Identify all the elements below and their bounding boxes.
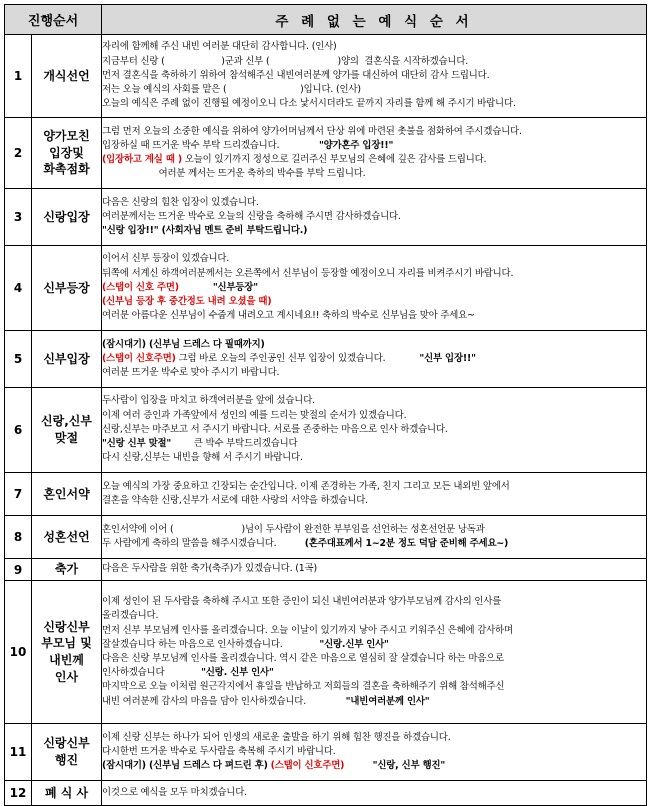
step-script [102, 118, 647, 189]
step-name [32, 246, 102, 331]
script-text: 내빈 여러분께 감사의 마음을 담아 인사하겠습니다. [102, 695, 346, 707]
step-script [102, 35, 647, 118]
script-line [102, 624, 646, 638]
script-line [102, 281, 646, 295]
script-text: 마지막으로 오늘 이처럼 원근각지에서 휴일을 반납하고 저희들의 결혼을 축하해주기 위해 참석해주신 [102, 681, 505, 693]
script-line [102, 437, 646, 451]
script-line [102, 196, 646, 210]
script-text: 두사람이 입장을 마치고 하객여러분을 앞에 섰습니다. [102, 395, 315, 407]
script-text: 다시 신랑,신부는 내빈을 향해 서 주시기 바랍니다. [102, 452, 303, 464]
script-text: 여러분께서는 뜨거운 박수로 오늘의 신랑을 축하해 주시면 감사하겠습니다. [102, 210, 401, 222]
step-number: 9 [5, 559, 32, 581]
step-name [32, 189, 102, 246]
script-line [102, 352, 646, 366]
script-line [102, 745, 646, 759]
script-line [102, 537, 646, 551]
script-line [102, 680, 646, 694]
ceremony-row [5, 35, 647, 118]
header-order: 진행순서 [5, 5, 102, 35]
step-script [102, 781, 647, 806]
cue-note: (스탭이 신호주면) [102, 352, 176, 364]
script-line [102, 652, 646, 666]
step-number: 3 [5, 189, 32, 246]
script-text: 큰 박수 부탁드리겠습니다 [171, 438, 298, 450]
announcement: "신부등장" [212, 281, 258, 293]
script-line [102, 451, 646, 465]
ceremony-row [5, 189, 647, 246]
step-name [32, 331, 102, 388]
step-name [32, 781, 102, 806]
announcement: "신랑 입장!!" (사회자님 멘트 준비 부탁드립니다.) [102, 225, 308, 237]
script-text: 여러분 아름다운 신부님이 수줍게 내려오고 계시네요!! 축하의 박수로 신부님을 맞아 주세요~ [102, 310, 475, 322]
script-text: 먼저 신부 부모님께 인사를 올리겠습니다. 오늘 이날이 있기까지 낳아 주시고 키워주신 은혜에 감사하며 [102, 624, 513, 636]
script-text: 이어서 신부 등장이 있겠습니다. [102, 253, 230, 265]
ceremony-table [4, 4, 647, 806]
announcement: (잠시대기) (신부님 드레스 다 펴드린 후) [102, 760, 268, 772]
script-text: 먼저 결혼식을 축하하기 위하여 참석해주신 내빈여러분께 양가를 대신하여 대단히 감사 드립니다. [102, 69, 490, 81]
script-line [102, 562, 646, 576]
script-text: 오늘이 있기까지 정성으로 길러주신 부모님의 은혜에 깊은 감사를 드립니다. [181, 154, 487, 165]
header-row [5, 5, 647, 35]
step-name-line: 행진 [54, 753, 79, 767]
step-script [102, 246, 647, 331]
step-name-line: 내빈께 [49, 653, 84, 667]
script-line [102, 210, 646, 224]
script-text: 그럼 바로 오늘의 주인공인 신부 입장이 있겠습니다. [175, 352, 420, 364]
step-name-line: 신랑입장 [43, 209, 90, 224]
step-name-line: 신랑신부 [43, 619, 90, 634]
script-line [102, 366, 646, 380]
step-script [102, 473, 647, 516]
step-name-line: 신랑신부 [43, 736, 90, 751]
step-name [32, 118, 102, 189]
script-line [102, 494, 646, 508]
step-script [102, 189, 647, 246]
ceremony-row [5, 724, 647, 781]
script-line [102, 267, 646, 281]
script-line [102, 595, 646, 609]
ceremony-row [5, 781, 647, 806]
script-text: 인사하겠습니다 [102, 667, 202, 679]
script-line [102, 139, 646, 153]
script-line [102, 40, 646, 54]
script-text: 그럼 먼저 오늘의 소중한 예식을 위하여 양가어머님께서 단상 위에 마련된 촛불을 점화하여 주시겠습니다. [102, 125, 522, 137]
script-text: 여러분 뜨거운 박수로 맞아 주시기 바랍니다. [102, 367, 280, 379]
script-line [102, 295, 646, 309]
announcement: "내빈여러분께 인사" [345, 695, 430, 707]
header-title: 주 례 없 는 예 식 순 서 [102, 5, 647, 35]
script-line [102, 338, 646, 352]
step-number: 1 [5, 35, 32, 118]
script-line [102, 69, 646, 83]
step-script [102, 559, 647, 581]
ceremony-row [5, 473, 647, 516]
step-script [102, 581, 647, 724]
script-line [102, 167, 646, 181]
script-line [102, 480, 646, 494]
script-text: 뒤쪽에 서계신 하객여러분께서는 오른쪽에서 신부님이 등장할 예정이오니 자리를 비켜주시기 바랍니다. [102, 267, 514, 279]
ceremony-row [5, 331, 647, 388]
step-name-line: 입장및 [49, 145, 84, 160]
script-text: 다음은 두사람을 위한 축가(축주)가 있겠습니다. (1곡) [102, 563, 317, 575]
step-name [32, 516, 102, 559]
script-line [102, 523, 646, 537]
step-name-line: 폐 식 사 [44, 785, 89, 800]
script-text: 여러분 께서는 뜨거운 축하의 박수를 부탁 드립니다. [102, 168, 366, 180]
step-script [102, 724, 647, 781]
step-number: 10 [5, 581, 32, 724]
step-script [102, 388, 647, 473]
script-text: 지금부터 신랑 ( )군과 신부 ( )양의 결혼식을 시작하겠습니다. [102, 55, 469, 67]
step-number: 2 [5, 118, 32, 189]
step-number: 7 [5, 473, 32, 516]
script-text: 저는 오늘 예식의 사회를 맡은 ( )입니다. (인사) [102, 84, 361, 96]
cue-note: (스탭이 신호 주면) [102, 281, 179, 293]
step-number: 12 [5, 781, 32, 806]
ceremony-row [5, 581, 647, 724]
announcement: "신랑.신부 인사" [319, 638, 389, 650]
step-name-line: 혼인서약 [43, 486, 90, 501]
script-line [102, 609, 646, 623]
announcement: "양가혼주 입장!!" [318, 139, 394, 151]
script-text: 혼인서약에 이어 ( )님이 두사람이 완전한 부부임을 선언하는 성혼선언문 낭독과 [102, 523, 485, 535]
step-name-line: 축가 [54, 562, 79, 577]
step-number: 8 [5, 516, 32, 559]
ceremony-row [5, 559, 647, 581]
script-line [102, 309, 646, 323]
step-name-line: 신랑,신부 [41, 414, 92, 429]
script-line [102, 83, 646, 97]
script-text: 다시한번 뜨거운 박수로 두사람을 축복해 주시기 바랍니다. [102, 745, 336, 757]
script-text: 이제 신랑 신부는 하나가 되어 인생의 새로운 출발을 하기 위해 힘찬 행진을 하겠습니다. [102, 731, 451, 743]
script-text: 오늘의 예식은 주례 없이 진행될 예정이오니 다소 낯서시더라도 끝까지 자리를 함께 해 주시기 바랍니다. [102, 98, 516, 110]
cue-note: (입장하고 계실 때 ) [102, 154, 182, 165]
script-line [102, 423, 646, 437]
announcement: "신부 입장!!" [419, 352, 476, 364]
step-name [32, 473, 102, 516]
step-name-line: 인사 [54, 669, 79, 684]
announcement: "신랑, 신부 행진" [372, 760, 446, 772]
step-number: 5 [5, 331, 32, 388]
step-name-line: 화촉점화 [43, 162, 90, 177]
script-text: 입장하실 때 뜨거운 박수 부탁 드리겠습니다. [102, 139, 319, 151]
step-number: 11 [5, 724, 32, 781]
announcement: (잠시대기) (신부님 드레스 다 필때까지) [102, 338, 265, 350]
step-name-line: 맞절 [54, 431, 79, 445]
script-text: 이제 성인이 된 두사람을 축하해 주시고 또한 증인이 되신 내빈여러분과 양가부모님께 감사의 인사를 [102, 596, 502, 608]
ceremony-row [5, 118, 647, 189]
announcement: (혼주대표께서 1~2분 정도 덕담 준비해 주세요~) [304, 538, 509, 549]
script-line [102, 55, 646, 69]
script-line [102, 409, 646, 423]
step-script [102, 331, 647, 388]
step-name-line: 개식선언 [43, 68, 90, 83]
ceremony-row [5, 246, 647, 331]
script-line [102, 224, 646, 238]
script-line [102, 666, 646, 680]
script-line [102, 638, 646, 652]
step-name [32, 35, 102, 118]
script-line [102, 759, 646, 773]
script-line [102, 125, 646, 139]
script-line [102, 153, 646, 167]
script-line [102, 394, 646, 408]
script-text: 자리에 함께해 주신 내빈 여러분 대단히 감사합니다. (인사) [102, 41, 337, 53]
script-text [344, 760, 372, 771]
script-text: 다음은 신랑의 힘찬 입장이 있겠습니다. [102, 196, 259, 208]
script-text: 이것으로 예식을 모두 마치겠습니다. [102, 786, 247, 798]
step-name [32, 388, 102, 473]
step-name [32, 581, 102, 724]
script-text: 오늘 예식의 가장 중요하고 긴장되는 순간입니다. 이제 존경하는 가족, 친지 그리고 모든 내외빈 앞에서 [102, 480, 510, 492]
script-line [102, 97, 646, 111]
step-name-line: 성혼선언 [43, 529, 90, 544]
cue-note: (스탭이 신호주면) [270, 760, 345, 772]
script-text: 잘살겠습니다 하는 마음으로 인사하겠습니다. [102, 638, 320, 650]
script-line [102, 731, 646, 745]
announcement: "신랑 신부 맞절" [102, 438, 172, 450]
script-line [102, 252, 646, 266]
step-name-line: 양가모친 [43, 129, 90, 144]
step-script [102, 516, 647, 559]
step-number: 6 [5, 388, 32, 473]
step-name [32, 724, 102, 781]
ceremony-row [5, 388, 647, 473]
script-text: 이제 여러 증인과 가족앞에서 성인의 예를 드리는 맞절의 순서가 있겠습니다. [102, 409, 407, 421]
step-name [32, 559, 102, 581]
script-text: 결혼을 약속한 신랑,신부가 서로에 대한 사랑의 서약을 하겠습니다. [102, 495, 368, 506]
script-text: 올리겠습니다. [102, 610, 159, 622]
step-number: 4 [5, 246, 32, 331]
script-text: 신랑,신부는 마주보고 서 주시기 바랍니다. 서로를 존중하는 마음으로 인사 하겠습니다. [102, 423, 448, 435]
ceremony-row [5, 516, 647, 559]
script-line [102, 695, 646, 709]
step-name-line: 부모님 및 [41, 636, 92, 651]
announcement: "신랑. 신부 인사" [201, 667, 274, 679]
cue-note: (신부님 등장 후 중간정도 내려 오셨을 때) [102, 296, 272, 308]
step-name-line: 신부등장 [43, 280, 90, 295]
step-name-line: 신부입장 [43, 351, 90, 366]
script-text [179, 282, 213, 293]
script-text: 다음은 신랑 부모님께 인사를 올리겠습니다. 역시 같은 마음으로 열심히 잘 살겠습니다 하는 마음으로 [102, 653, 504, 664]
script-line [102, 786, 646, 800]
script-text: 두 사람에게 축하의 말씀을 해주시겠습니다. [102, 538, 305, 549]
